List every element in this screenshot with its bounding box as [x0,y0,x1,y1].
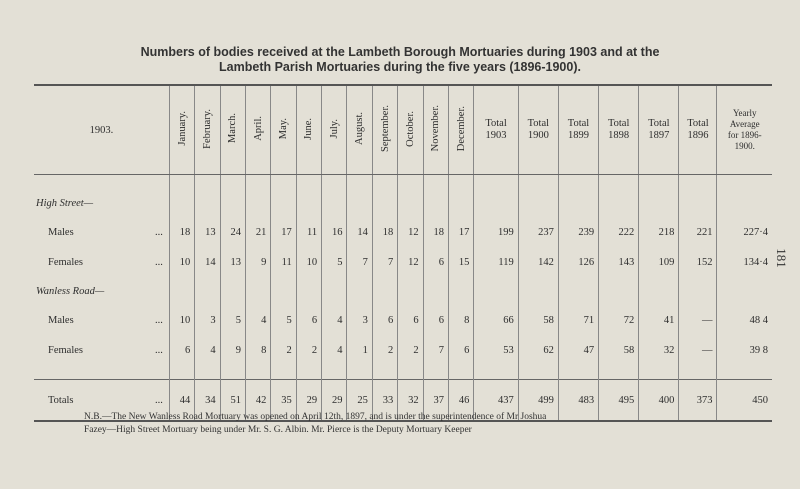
table-cell: 1 [347,335,372,365]
table-cell: 142 [518,247,558,277]
table-row [34,247,772,277]
table-cell: 25 [347,380,372,422]
header-month: November. [423,85,448,175]
header-total: Total 1897 [639,85,679,175]
table-cell: 5 [220,305,245,335]
table-cell: 237 [518,217,558,247]
header-total: Total 1899 [558,85,598,175]
table-cell: 18 [372,217,397,247]
table-cell: 11 [296,217,321,247]
table-title [60,45,740,75]
table-cell: 222 [599,217,639,247]
table-cell: 7 [372,247,397,277]
table-cell: 6 [296,305,321,335]
table-cell: 4 [245,305,270,335]
table-cell: 66 [474,305,518,335]
header-total: Total 1898 [599,85,639,175]
footnote [84,411,764,437]
table-cell: 2 [372,335,397,365]
table-cell: 227·4 [717,217,772,247]
table-cell: 41 [639,305,679,335]
table-cell: 12 [398,217,423,247]
table-cell: 109 [639,247,679,277]
table-cell: 143 [599,247,639,277]
table-cell: 13 [220,247,245,277]
table-row [34,305,772,335]
table-cell: 6 [423,305,448,335]
table-cell: 119 [474,247,518,277]
table-cell: 18 [169,217,194,247]
table-cell: 2 [296,335,321,365]
table-cell: 9 [245,247,270,277]
header-month: March. [220,85,245,175]
header-month: January. [169,85,194,175]
header-total: Total 1900 [518,85,558,175]
table-cell: 34 [195,380,220,422]
spacer-row [34,365,772,380]
table-cell: 134·4 [717,247,772,277]
table-cell: 32 [639,335,679,365]
header-month: May. [271,85,296,175]
row-label: Females ... [48,256,163,268]
table-cell: 4 [322,335,347,365]
table-cell: 495 [599,380,639,422]
table-cell: 33 [372,380,397,422]
table-cell: 39 8 [717,335,772,365]
spacer-row [34,175,772,190]
title-line-1: Numbers of bodies received at the Lambeth Borough Mortuaries during 1903 and at the [140,45,660,59]
header-row [34,85,772,175]
title-line-2: Lambeth Parish Mortuaries during the five years (1896-1900). [219,60,581,74]
row-label: Males ... [48,226,163,238]
table-cell: 71 [558,305,598,335]
table-cell: 6 [372,305,397,335]
table-cell: 12 [398,247,423,277]
header-total: Total 1896 [679,85,717,175]
table-cell: 2 [398,335,423,365]
table-cell: 10 [169,305,194,335]
table-cell: 8 [245,335,270,365]
table-cell: 48 4 [717,305,772,335]
table-cell: 14 [347,217,372,247]
table-cell: 51 [220,380,245,422]
table-cell: 5 [271,305,296,335]
table-cell: 10 [296,247,321,277]
header-year: 1903. [34,85,169,175]
table-cell: 17 [448,217,473,247]
table-cell: 18 [423,217,448,247]
table-cell: 21 [245,217,270,247]
header-month: June. [296,85,321,175]
table-cell: 72 [599,305,639,335]
table-cell: 3 [347,305,372,335]
footnote-line-1: N.B.—The New Wanless Road Mortuary was opened on April 12th, 1897, and is under the superintendence of Mr Joshua [84,412,547,422]
table-cell: 15 [448,247,473,277]
table-cell: 9 [220,335,245,365]
table-cell: 4 [322,305,347,335]
table-cell: 10 [169,247,194,277]
table-cell: — [679,305,717,335]
table-cell: 400 [639,380,679,422]
header-month: September. [372,85,397,175]
table-cell: 152 [679,247,717,277]
section-label: High Street— [36,197,94,209]
table-cell: 6 [169,335,194,365]
header-total: Total 1903 [474,85,518,175]
table-cell: 450 [717,380,772,422]
header-month: July. [322,85,347,175]
table-row [34,335,772,365]
table-cell: 53 [474,335,518,365]
header-month: April. [245,85,270,175]
table-cell: 58 [518,305,558,335]
header-month: October. [398,85,423,175]
table-cell: 13 [195,217,220,247]
table-cell: 6 [423,247,448,277]
table-cell: 7 [347,247,372,277]
table-cell: — [679,335,717,365]
table-cell: 16 [322,217,347,247]
row-label: Females ... [48,344,163,356]
table-cell: 14 [195,247,220,277]
table-cell: 58 [599,335,639,365]
table-cell: 47 [558,335,598,365]
table-cell: 437 [474,380,518,422]
table-cell: 5 [322,247,347,277]
table-cell: 62 [518,335,558,365]
table-cell: 2 [271,335,296,365]
table-cell: 199 [474,217,518,247]
section-label: Wanless Road— [36,285,105,297]
header-month: February. [195,85,220,175]
footnote-line-2: Fazey—High Street Mortuary being under Mr. S. G. Albin. Mr. Pierce is the Deputy Mortuary Keeper [84,425,472,435]
table-row [34,217,772,247]
row-label: Males ... [48,314,163,326]
table-cell: 35 [271,380,296,422]
header-yearly-average: Yearly Average for 1896- 1900. [717,85,772,175]
table-cell: 29 [296,380,321,422]
row-label: Totals ... [34,380,169,422]
section-header-row [34,277,772,305]
table-cell: 37 [423,380,448,422]
table-cell: 24 [220,217,245,247]
table-cell: 7 [423,335,448,365]
header-month: August. [347,85,372,175]
table-cell: 126 [558,247,598,277]
table-cell: 32 [398,380,423,422]
table-cell: 42 [245,380,270,422]
page-number: 181 [773,248,789,268]
table-cell: 499 [518,380,558,422]
table-cell: 218 [639,217,679,247]
table-cell: 4 [195,335,220,365]
table-cell: 239 [558,217,598,247]
table-cell: 46 [448,380,473,422]
header-month: December. [448,85,473,175]
table-cell: 6 [398,305,423,335]
table-cell: 221 [679,217,717,247]
table-cell: 8 [448,305,473,335]
section-header-row [34,189,772,217]
table-cell: 6 [448,335,473,365]
table-cell: 29 [322,380,347,422]
mortuary-table [34,84,772,422]
table-cell: 11 [271,247,296,277]
table-cell: 483 [558,380,598,422]
table-cell: 3 [195,305,220,335]
table-cell: 373 [679,380,717,422]
table-body [34,175,772,422]
table-cell: 17 [271,217,296,247]
table-cell: 44 [169,380,194,422]
